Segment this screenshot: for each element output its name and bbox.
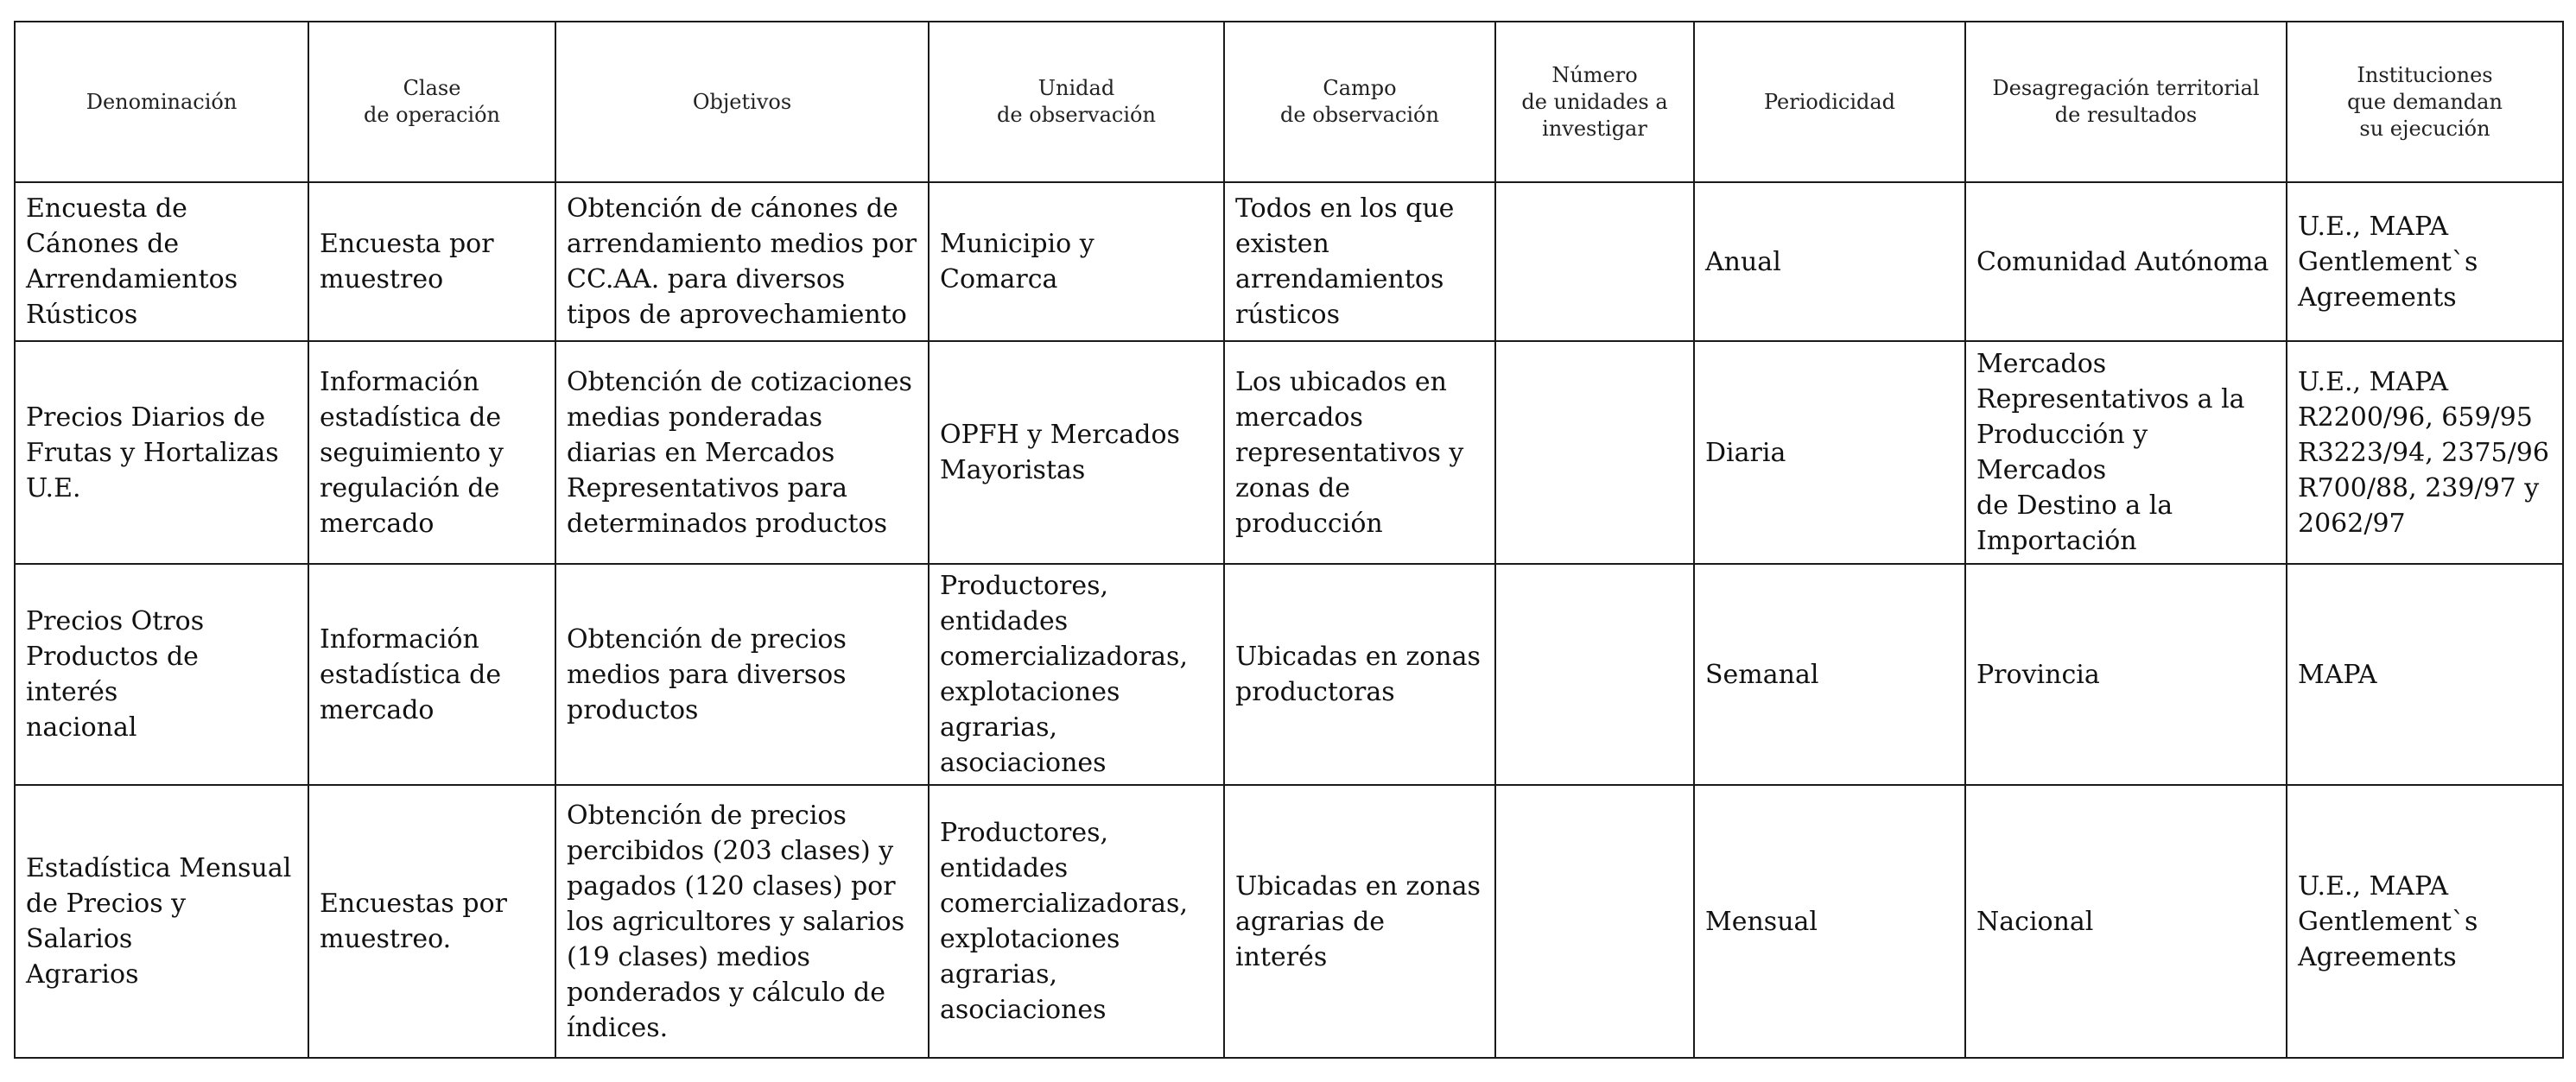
cell-desagregacion: Mercados Representativos a la Producción y Mercados de Destino a la Importación [1965,341,2287,564]
cell-denominacion: Precios Diarios de Frutas y Hortalizas U.E. [15,341,308,564]
statistics-table-page [14,21,2562,1057]
cell-instituciones: U.E., MAPA Gentlement`s Agreements [2287,182,2563,341]
header-clase-operacion: Clase de operación [308,22,555,182]
table-row [15,564,2563,785]
header-desagregacion: Desagregación territorial de resultados [1965,22,2287,182]
cell-denominacion: Encuesta de Cánones de Arrendamientos Rústicos [15,182,308,341]
cell-numero [1495,564,1694,785]
header-denominacion: Denominación [15,22,308,182]
cell-unidad: OPFH y Mercados Mayoristas [929,341,1224,564]
cell-campo: Ubicadas en zonas agrarias de interés [1224,785,1495,1058]
cell-numero [1495,341,1694,564]
cell-instituciones: MAPA [2287,564,2563,785]
cell-unidad: Municipio y Comarca [929,182,1224,341]
cell-periodicidad: Semanal [1694,564,1965,785]
header-unidad-observacion: Unidad de observación [929,22,1224,182]
table-header-row [15,22,2563,182]
cell-periodicidad: Anual [1694,182,1965,341]
cell-objetivos: Obtención de cotizaciones medias ponderadas diarias en Mercados Representativos para determinados productos [555,341,929,564]
cell-periodicidad: Diaria [1694,341,1965,564]
cell-clase: Encuestas por muestreo. [308,785,555,1058]
header-campo-observacion: Campo de observación [1224,22,1495,182]
cell-objetivos: Obtención de cánones de arrendamiento medios por CC.AA. para diversos tipos de aprovechamiento [555,182,929,341]
statistical-operations-table [14,21,2564,1059]
cell-unidad: Productores, entidades comercializadoras, explotaciones agrarias, asociaciones [929,785,1224,1058]
table-row [15,182,2563,341]
table-row [15,341,2563,564]
cell-objetivos: Obtención de precios percibidos (203 clases) y pagados (120 clases) por los agricultores y salarios (19 clases) medios ponderados y cálculo de índices. [555,785,929,1058]
cell-unidad: Productores, entidades comercializadoras, explotaciones agrarias, asociaciones [929,564,1224,785]
cell-instituciones: U.E., MAPA Gentlement`s Agreements [2287,785,2563,1058]
header-instituciones: Instituciones que demandan su ejecución [2287,22,2563,182]
cell-clase: Información estadística de seguimiento y regulación de mercado [308,341,555,564]
cell-desagregacion: Nacional [1965,785,2287,1058]
cell-instituciones: U.E., MAPA R2200/96, 659/95 R3223/94, 2375/96 R700/88, 239/97 y 2062/97 [2287,341,2563,564]
cell-campo: Todos en los que existen arrendamientos rústicos [1224,182,1495,341]
header-periodicidad: Periodicidad [1694,22,1965,182]
table-row [15,785,2563,1058]
cell-denominacion: Precios Otros Productos de interés nacional [15,564,308,785]
cell-clase: Información estadística de mercado [308,564,555,785]
cell-desagregacion: Comunidad Autónoma [1965,182,2287,341]
cell-campo: Los ubicados en mercados representativos y zonas de producción [1224,341,1495,564]
cell-campo: Ubicadas en zonas productoras [1224,564,1495,785]
header-objetivos: Objetivos [555,22,929,182]
cell-numero [1495,785,1694,1058]
cell-denominacion: Estadística Mensual de Precios y Salarios Agrarios [15,785,308,1058]
cell-periodicidad: Mensual [1694,785,1965,1058]
cell-numero [1495,182,1694,341]
cell-objetivos: Obtención de precios medios para diversos productos [555,564,929,785]
header-numero-unidades: Número de unidades a investigar [1495,22,1694,182]
cell-clase: Encuesta por muestreo [308,182,555,341]
cell-desagregacion: Provincia [1965,564,2287,785]
